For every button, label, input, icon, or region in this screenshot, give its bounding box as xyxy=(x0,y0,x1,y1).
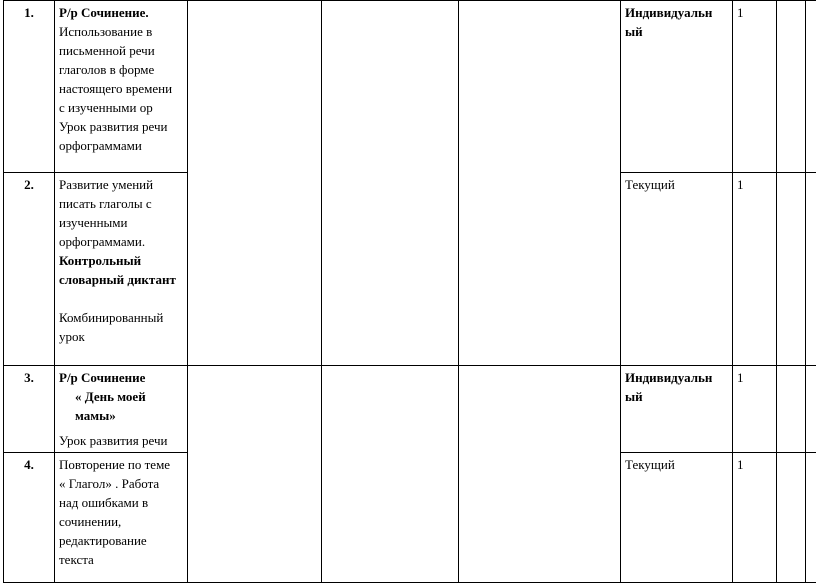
empty-cell xyxy=(806,366,816,453)
empty-cell xyxy=(459,366,621,583)
topic-line: сочинении, xyxy=(59,512,183,531)
control-type-cell: Текущий xyxy=(621,453,733,583)
topic-line: орфограммами. xyxy=(59,232,183,251)
empty-cell xyxy=(777,453,806,583)
lesson-topic-cell xyxy=(55,453,188,583)
row-number: 1. xyxy=(4,1,55,173)
topic-line: изученными xyxy=(59,213,183,232)
topic-line: Повторение по теме xyxy=(59,455,183,474)
hours-cell: 1 xyxy=(733,366,777,453)
empty-cell xyxy=(322,366,459,583)
row-number: 2. xyxy=(4,173,55,366)
table-row xyxy=(4,1,816,173)
empty-cell xyxy=(777,173,806,366)
topic-line: письменной речи xyxy=(59,41,183,60)
empty-cell xyxy=(806,453,816,583)
lesson-topic-cell xyxy=(55,173,188,366)
control-type-cell: Индивидуальн ый xyxy=(621,1,733,173)
topic-line: редактирование xyxy=(59,531,183,550)
lesson-topic-cell xyxy=(55,1,188,173)
topic-line: орфограммами xyxy=(59,136,183,155)
topic-line: Использование в xyxy=(59,22,183,41)
empty-cell xyxy=(806,1,816,173)
topic-line: глаголов в форме xyxy=(59,60,183,79)
hours-cell: 1 xyxy=(733,173,777,366)
lesson-title: Р/р Сочинение xyxy=(59,368,183,387)
lesson-type-line: Урок развития речи xyxy=(59,431,183,450)
topic-bold-line: словарный диктант xyxy=(59,270,183,289)
topic-line: « Глагол» . Работа xyxy=(59,474,183,493)
empty-cell xyxy=(777,1,806,173)
topic-line: с изученными ор xyxy=(59,98,183,117)
topic-line: настоящего времени xyxy=(59,79,183,98)
lesson-type-line: урок xyxy=(59,327,183,346)
topic-line: текста xyxy=(59,550,183,569)
empty-cell xyxy=(777,366,806,453)
table-row xyxy=(4,366,816,453)
lesson-subtitle: « День моей мамы» xyxy=(59,387,183,425)
empty-cell xyxy=(806,173,816,366)
empty-cell xyxy=(459,1,621,366)
topic-line: писать глаголы с xyxy=(59,194,183,213)
control-type-cell: Индивидуальн ый xyxy=(621,366,733,453)
topic-bold-line: Контрольный xyxy=(59,251,183,270)
lesson-type-line: Комбинированный xyxy=(59,308,183,327)
empty-cell xyxy=(188,366,322,583)
empty-cell xyxy=(322,1,459,366)
row-number: 3. xyxy=(4,366,55,453)
empty-cell xyxy=(188,1,322,366)
topic-line: Урок развития речи xyxy=(59,117,183,136)
row-number: 4. xyxy=(4,453,55,583)
hours-cell: 1 xyxy=(733,1,777,173)
topic-line: над ошибками в xyxy=(59,493,183,512)
control-type-cell: Текущий xyxy=(621,173,733,366)
hours-cell: 1 xyxy=(733,453,777,583)
topic-line: Развитие умений xyxy=(59,175,183,194)
lesson-plan-table xyxy=(3,0,816,583)
lesson-title: Р/р Сочинение. xyxy=(59,3,183,22)
lesson-topic-cell xyxy=(55,366,188,453)
